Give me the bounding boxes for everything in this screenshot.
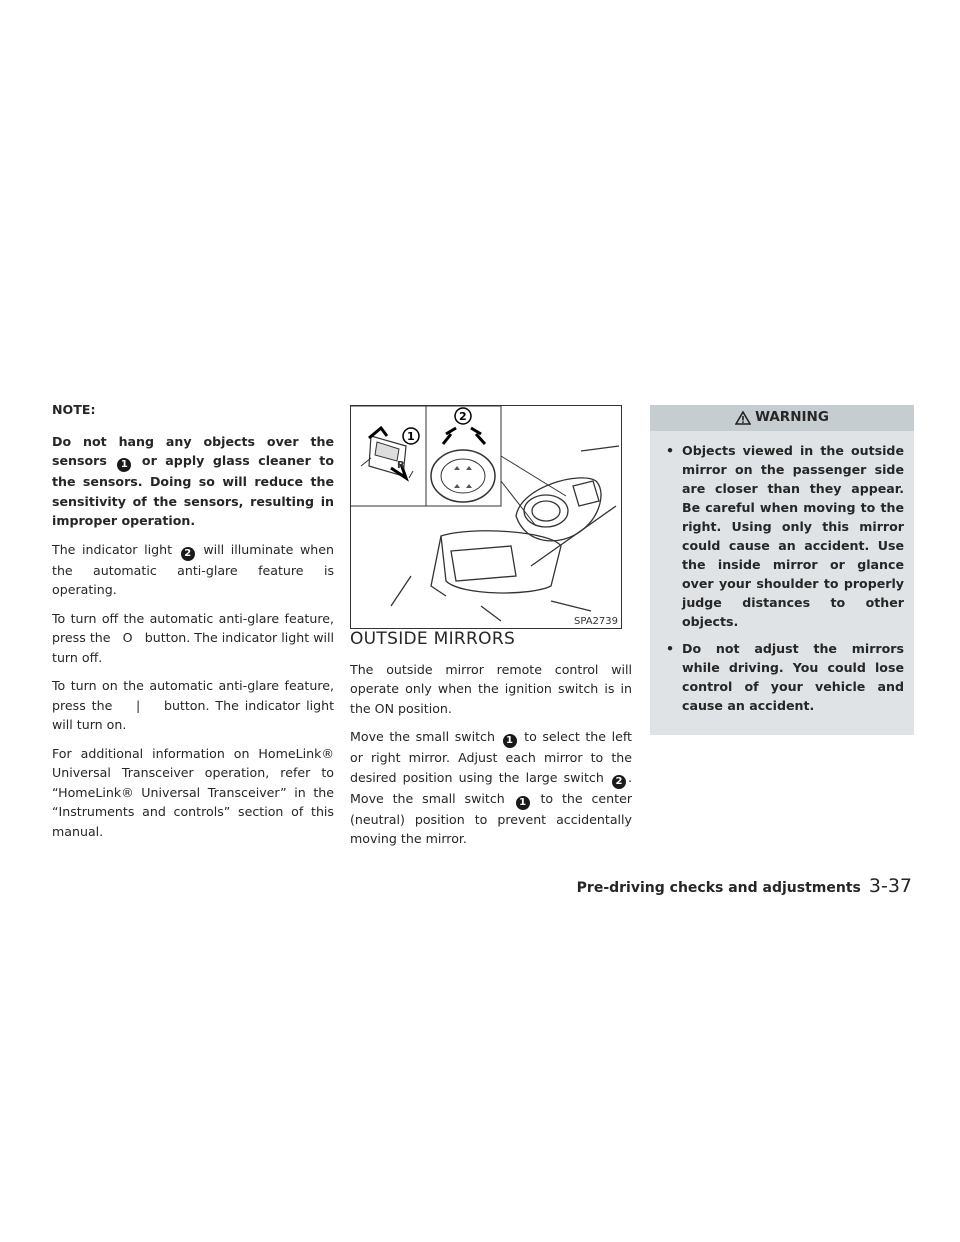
instr-text-c: . Move the small switch (350, 769, 632, 806)
warning-header (650, 405, 914, 431)
instr-text-b: to select the left or right mirror. Adjust each mirror to the desired position using the large switch (350, 729, 632, 785)
footer-section-title: Pre-driving checks and adjustments (576, 880, 861, 896)
warning-box (650, 405, 914, 735)
note-column (52, 400, 334, 850)
note-text-b: or apply glass cleaner to the sensors. Doing so will reduce the sensitivity of the sensors, resulting in improper operation. (52, 453, 334, 528)
door-panel-drawing (391, 446, 619, 621)
off-button-symbol: O (122, 630, 133, 645)
callout-2-marker: 2 (612, 775, 626, 789)
callout-1-marker: 1 (516, 796, 530, 810)
on-button-symbol: | (136, 697, 141, 713)
note-text-a: Do not hang any objects over the sensors (52, 433, 334, 468)
switch-letter-r: R (397, 460, 405, 471)
remote-control-paragraph: The outside mirror remote control will operate only when the ignition switch is in the ON position. (350, 661, 632, 716)
small-switch-drawing (361, 428, 419, 478)
turn-off-text-a: To turn off the automatic anti-glare feature, press the (52, 610, 334, 645)
warning-list (650, 441, 914, 715)
mirror-switch-drawing (351, 406, 621, 628)
large-switch-drawing (431, 408, 495, 502)
turn-on-paragraph (52, 676, 334, 735)
turn-off-text-b: button. The indicator light will turn off. (52, 630, 335, 665)
figure-label-2: 2 (459, 410, 467, 423)
indicator-paragraph (52, 540, 334, 600)
turn-on-text-b: button. The indicator light will turn on. (52, 697, 335, 732)
indicator-text-a: The indicator light (52, 541, 173, 557)
turn-off-paragraph (52, 609, 334, 668)
warning-title: WARNING (755, 409, 829, 426)
warning-item: • Do not adjust the mirrors while driving. You could lose control of your vehicle and cause an accident. (664, 639, 904, 715)
figure-code: SPA2739 (573, 616, 618, 627)
note-warning-text (52, 432, 334, 531)
callout-1-marker: 1 (503, 734, 517, 748)
homelink-paragraph: For additional information on HomeLink® Universal Transceiver operation, refer to “HomeLink® Universal Transceiver” in the “Instruments and controls” section of this manual. (52, 745, 334, 839)
instr-text-d: to the center (neutral) position to prevent accidentally moving the mirror. (350, 790, 632, 846)
callout-2-marker: 2 (181, 547, 195, 561)
indicator-text-b: will illuminate when the automatic anti-glare feature is operating. (52, 541, 335, 597)
warning-item: • Objects viewed in the outside mirror on the passenger side are closer than they appear. Be careful when moving to the right. Using only this mirror could cause an accident. Use the inside mirror or glance over your shoulder to properly judge distances to other objects. (664, 441, 904, 631)
mirror-switch-illustration (350, 405, 622, 629)
page-number: 3-37 (868, 875, 912, 897)
leader-line (501, 456, 566, 496)
warning-triangle-icon (735, 411, 751, 425)
turn-on-text-a: To turn on the automatic anti-glare feature, press the (52, 678, 334, 713)
warning-column (650, 405, 914, 735)
note-title: NOTE: (52, 402, 96, 417)
switch-instructions-paragraph (350, 727, 632, 849)
callout-1-marker: 1 (117, 458, 131, 472)
section-heading: OUTSIDE MIRRORS (350, 629, 516, 649)
outside-mirrors-section (350, 630, 632, 858)
page-footer (577, 875, 912, 897)
instr-text-a: Move the small switch (350, 729, 495, 744)
figure-label-1: 1 (407, 430, 415, 443)
